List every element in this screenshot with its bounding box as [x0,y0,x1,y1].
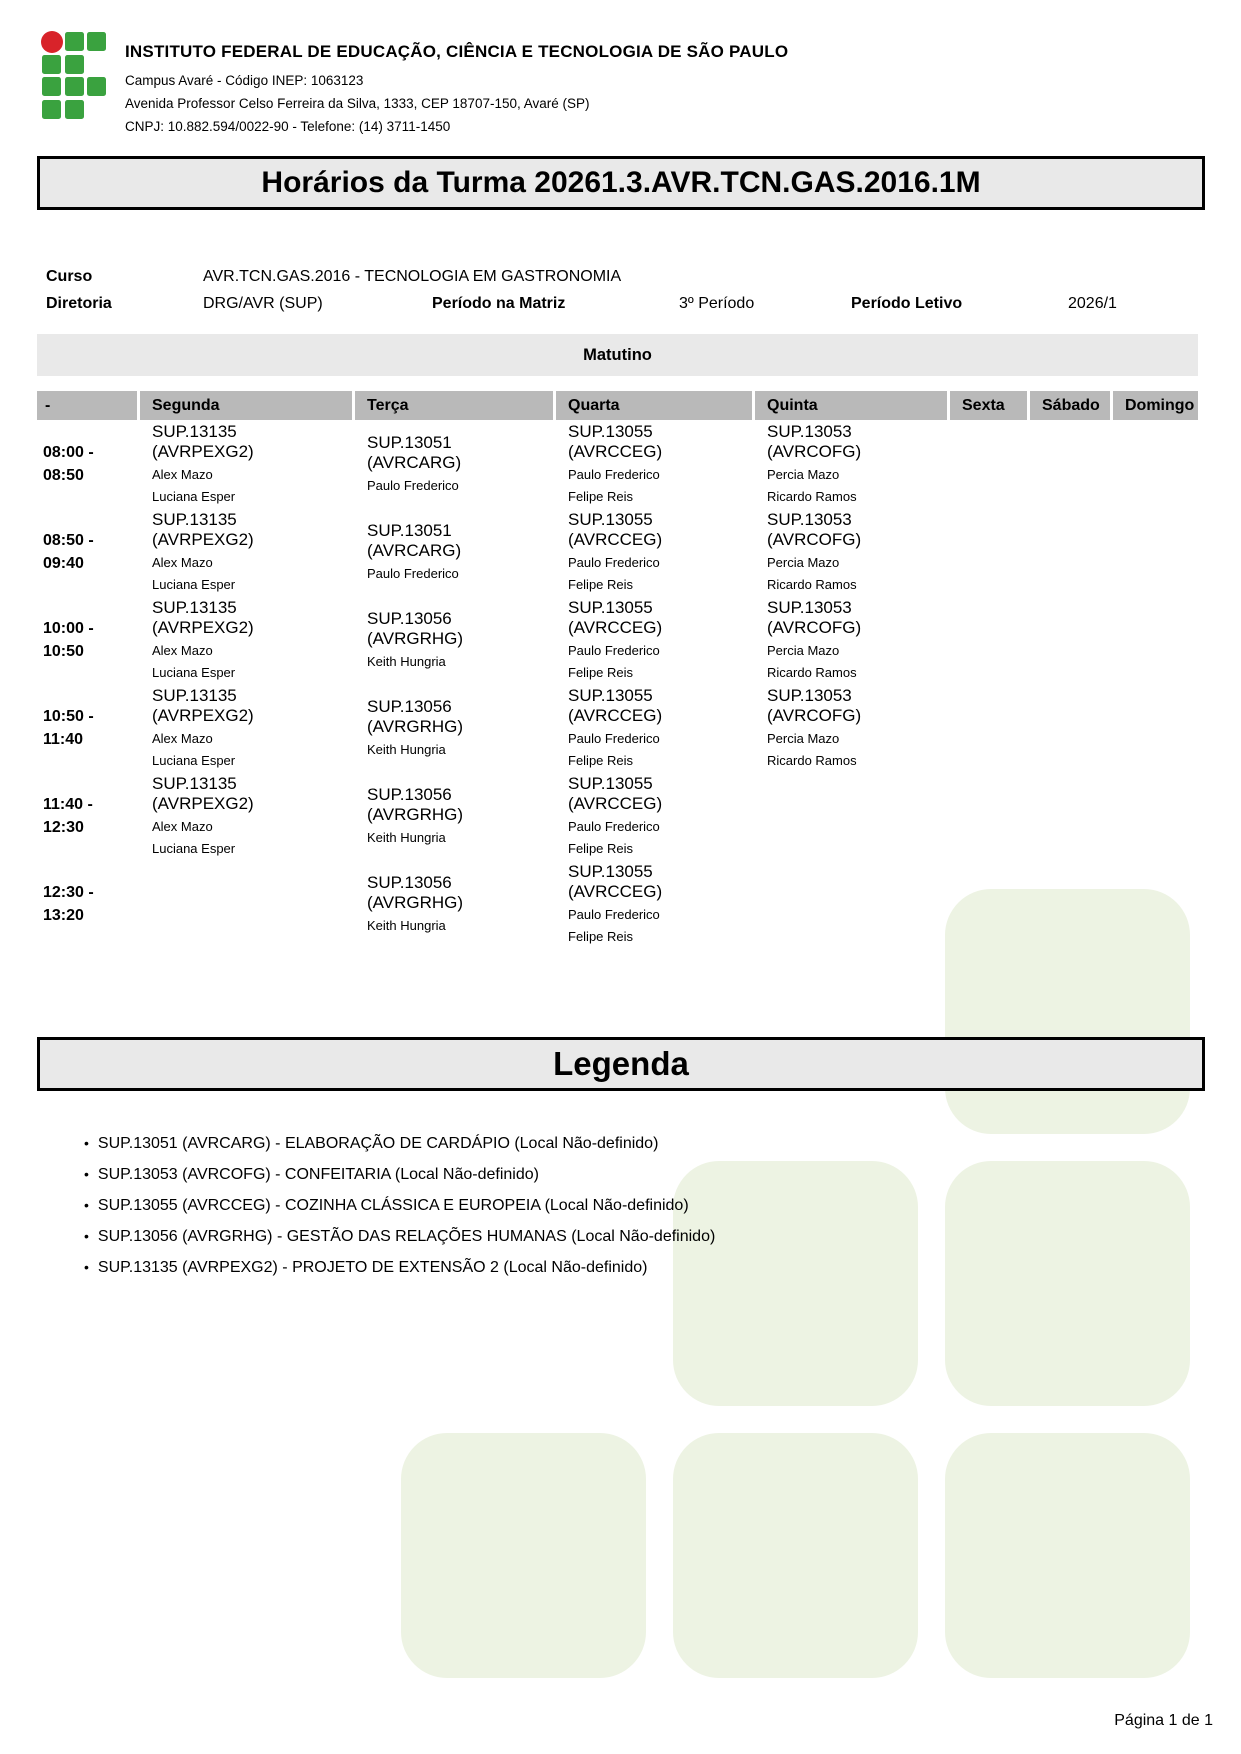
course-info [46,268,1117,322]
time-cell: 08:00 - 08:50 [43,444,94,484]
course-code: SUP.13056 (AVRGRHG) [367,785,464,824]
course-code: SUP.13055 (AVRCCEG) [568,598,663,637]
periodo-letivo-value: 2026/1 [1068,295,1117,312]
teacher-name: Ricardo Ramos [767,753,857,768]
teacher-name: Percia Mazo [767,643,840,658]
column-header-domingo: Domingo [1113,391,1198,420]
teacher-name: Paulo Frederico [568,555,660,570]
schedule-cell-terca [355,860,553,948]
teacher-name: Paulo Frederico [568,731,660,746]
teacher-name: Alex Mazo [152,643,213,658]
schedule-cell-quarta [556,772,752,860]
schedule-cell-quarta [556,508,752,596]
teacher-name: Keith Hungria [367,742,446,757]
time-cell: 08:50 - 09:40 [43,532,94,572]
time-cell: 10:50 - 11:40 [43,708,94,748]
teacher-name: Alex Mazo [152,819,213,834]
logo-green-square [42,77,61,96]
logo-green-square [65,100,84,119]
logo-green-square [42,55,61,74]
column-header-terca: Terça [355,391,553,420]
schedule-row [37,772,1198,860]
course-code: SUP.13053 (AVRCOFG) [767,510,862,549]
schedule-cell-empty [1030,860,1110,948]
teacher-name: Paulo Frederico [568,907,660,922]
course-code: SUP.13051 (AVRCARG) [367,433,462,472]
curso-value: AVR.TCN.GAS.2016 - TECNOLOGIA EM GASTRONOMIA [203,268,622,285]
schedule-cell-empty [1030,596,1110,684]
diretoria-value: DRG/AVR (SUP) [203,295,323,312]
schedule-cell-empty [950,508,1027,596]
teacher-name: Keith Hungria [367,830,446,845]
schedule-row [37,508,1198,596]
course-code: SUP.13056 (AVRGRHG) [367,697,464,736]
logo-green-square [42,100,61,119]
teacher-name: Felipe Reis [568,665,634,680]
course-code: SUP.13055 (AVRCCEG) [568,862,663,901]
legend-item: • SUP.13053 (AVRCOFG) - CONFEITARIA (Local Não-definido) [84,1166,539,1183]
page-number: Página 1 de 1 [1114,1712,1213,1729]
teacher-name: Paulo Frederico [568,467,660,482]
course-code: SUP.13056 (AVRGRHG) [367,873,464,912]
schedule-row [37,596,1198,684]
schedule-row [37,684,1198,772]
teacher-name: Luciana Esper [152,841,236,856]
watermark-square [401,1433,646,1678]
course-code: SUP.13053 (AVRCOFG) [767,422,862,461]
campus-line: Campus Avaré - Código INEP: 1063123 [125,73,364,88]
address-line: Avenida Professor Celso Ferreira da Silva, 1333, CEP 18707-150, Avaré (SP) [125,96,590,111]
schedule-cell-empty [1113,772,1198,860]
course-code: SUP.13135 (AVRPEXG2) [152,598,254,637]
bullet-icon: • [84,1228,89,1244]
teacher-name: Luciana Esper [152,489,236,504]
column-header-time: - [37,391,137,420]
teacher-name: Paulo Frederico [367,478,459,493]
schedule-cell-quinta [755,684,947,772]
teacher-name: Luciana Esper [152,577,236,592]
schedule-cell-quinta [755,508,947,596]
periodo-matriz-value: 3º Período [679,295,755,312]
schedule-table [37,391,1198,948]
schedule-cell-empty [1030,772,1110,860]
teacher-name: Felipe Reis [568,841,634,856]
logo-empty-cell [87,55,106,74]
time-cell: 11:40 - 12:30 [43,796,93,836]
teacher-name: Ricardo Ramos [767,665,857,680]
logo-green-square [87,77,106,96]
course-code: SUP.13135 (AVRPEXG2) [152,422,254,461]
course-code: SUP.13053 (AVRCOFG) [767,686,862,725]
teacher-name: Luciana Esper [152,665,236,680]
course-code: SUP.13053 (AVRCOFG) [767,598,862,637]
watermark-square [673,1433,918,1678]
column-header-sabado: Sábado [1030,391,1110,420]
time-cell: 12:30 - 13:20 [43,884,94,924]
schedule-cell-empty [950,684,1027,772]
schedule-cell-quinta [755,596,947,684]
teacher-name: Felipe Reis [568,577,634,592]
institution-name: INSTITUTO FEDERAL DE EDUCAÇÃO, CIÊNCIA E TECNOLOGIA DE SÃO PAULO [125,42,789,61]
schedule-cell-terca [355,508,553,596]
schedule-cell-segunda [140,508,352,596]
legend-title: Legenda [37,1037,1205,1091]
schedule-cell-segunda [140,684,352,772]
schedule-cell-segunda [140,772,352,860]
schedule-cell-quarta [556,684,752,772]
schedule-cell-empty [950,860,1027,948]
page-title: Horários da Turma 20261.3.AVR.TCN.GAS.2016.1M [37,156,1205,210]
curso-label: Curso [46,268,93,285]
schedule-cell-empty [950,420,1027,508]
logo-green-square [65,32,84,51]
logo-green-square [65,55,84,74]
institution-header [125,42,788,138]
logo-green-square [87,32,106,51]
course-code: SUP.13055 (AVRCCEG) [568,774,663,813]
shift-header: Matutino [37,334,1198,376]
schedule-cell-empty [1113,684,1198,772]
teacher-name: Alex Mazo [152,555,213,570]
schedule-row [37,420,1198,508]
teacher-name: Percia Mazo [767,555,840,570]
logo-empty-cell [87,100,106,119]
bullet-icon: • [84,1135,89,1151]
periodo-letivo-label: Período Letivo [851,295,963,312]
schedule-cell-segunda [140,596,352,684]
course-code: SUP.13135 (AVRPEXG2) [152,510,254,549]
schedule-cell-empty [1030,508,1110,596]
schedule-header-row [37,391,1198,420]
logo-red-circle [41,31,63,53]
logo-green-square [65,77,84,96]
schedule-cell-empty [755,772,947,860]
teacher-name: Ricardo Ramos [767,489,857,504]
teacher-name: Alex Mazo [152,467,213,482]
schedule-cell-quinta [755,420,947,508]
course-code: SUP.13056 (AVRGRHG) [367,609,464,648]
course-code: SUP.13135 (AVRPEXG2) [152,774,254,813]
schedule-cell-terca [355,684,553,772]
legend-item: • SUP.13135 (AVRPEXG2) - PROJETO DE EXTENSÃO 2 (Local Não-definido) [84,1259,648,1276]
course-info-row [46,268,1117,295]
teacher-name: Keith Hungria [367,654,446,669]
schedule-cell-empty [1113,420,1198,508]
teacher-name: Paulo Frederico [568,643,660,658]
schedule-cell-quarta [556,860,752,948]
course-code: SUP.13055 (AVRCCEG) [568,510,663,549]
legend-item: • SUP.13051 (AVRCARG) - ELABORAÇÃO DE CARDÁPIO (Local Não-definido) [84,1135,659,1152]
course-code: SUP.13055 (AVRCCEG) [568,686,663,725]
schedule-cell-empty [1113,860,1198,948]
course-code: SUP.13055 (AVRCCEG) [568,422,663,461]
teacher-name: Percia Mazo [767,731,840,746]
schedule-cell-empty [1030,420,1110,508]
teacher-name: Paulo Frederico [367,566,459,581]
periodo-matriz-label: Período na Matriz [432,295,566,312]
course-code: SUP.13051 (AVRCARG) [367,521,462,560]
bullet-icon: • [84,1166,89,1182]
watermark-square [945,1433,1190,1678]
teacher-name: Ricardo Ramos [767,577,857,592]
bullet-icon: • [84,1259,89,1275]
teacher-name: Paulo Frederico [568,819,660,834]
teacher-name: Felipe Reis [568,489,634,504]
teacher-name: Luciana Esper [152,753,236,768]
schedule-row [37,860,1198,948]
legend-item: • SUP.13056 (AVRGRHG) - GESTÃO DAS RELAÇÕES HUMANAS (Local Não-definido) [84,1228,716,1245]
legend-list [84,1128,715,1283]
teacher-name: Percia Mazo [767,467,840,482]
column-header-quarta: Quarta [556,391,752,420]
schedule-cell-terca [355,420,553,508]
teacher-name: Felipe Reis [568,929,634,944]
schedule-cell-empty [755,860,947,948]
ifsp-logo [42,32,106,119]
teacher-name: Felipe Reis [568,753,634,768]
legend-item: • SUP.13055 (AVRCCEG) - COZINHA CLÁSSICA E EUROPEIA (Local Não-definido) [84,1197,689,1214]
schedule-cell-terca [355,596,553,684]
schedule-cell-empty [1113,508,1198,596]
cnpj-line: CNPJ: 10.882.594/0022-90 - Telefone: (14) 3711-1450 [125,119,451,134]
schedule-cell-empty [140,860,352,948]
watermark-square [945,1161,1190,1406]
column-header-sexta: Sexta [950,391,1027,420]
teacher-name: Keith Hungria [367,918,446,933]
column-header-segunda: Segunda [140,391,352,420]
schedule-cell-empty [1113,596,1198,684]
diretoria-label: Diretoria [46,295,112,312]
schedule-cell-segunda [140,420,352,508]
bullet-icon: • [84,1197,89,1213]
course-info-row [46,295,1117,322]
schedule-cell-empty [950,772,1027,860]
schedule-cell-empty [1030,684,1110,772]
column-header-quinta: Quinta [755,391,947,420]
schedule-cell-quarta [556,596,752,684]
course-code: SUP.13135 (AVRPEXG2) [152,686,254,725]
time-cell: 10:00 - 10:50 [43,620,94,660]
schedule-cell-quarta [556,420,752,508]
teacher-name: Alex Mazo [152,731,213,746]
schedule-cell-terca [355,772,553,860]
schedule-cell-empty [950,596,1027,684]
